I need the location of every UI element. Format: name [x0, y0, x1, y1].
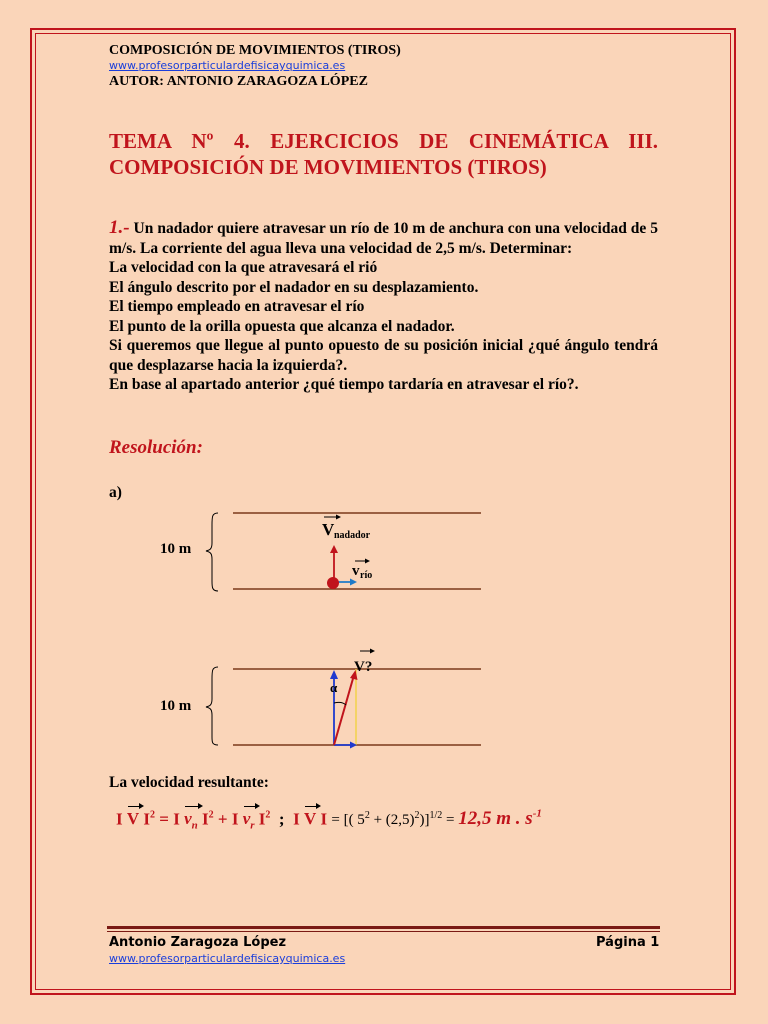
river-width-label-1: 10 m — [160, 541, 192, 557]
formula-result: 12,5 m . $s^{-1}$ — [458, 808, 542, 830]
river-diagram-2 — [200, 645, 500, 755]
river-velocity-arrowhead — [350, 579, 357, 586]
v-rio-sub: río — [360, 570, 373, 581]
question-6: En base al apartado anterior ¿qué tiempo tardaría en atravesar el río?. — [109, 376, 579, 393]
v-nadador-label: V — [322, 520, 335, 539]
v-nadador-sub: nadador — [334, 530, 371, 541]
page-title: TEMA Nº 4. EJERCICIOS DE CINEMÁTICA III. COMPOSICIÓN DE MOVIMIENTOS (TIROS) — [109, 129, 658, 179]
problem-number: 1.- — [109, 217, 130, 238]
question-5: Si queremos que llegue al punto opuesto de su posición inicial ¿qué ángulo tendrá que desplazarse hacia la izquierda?. — [109, 337, 658, 374]
brace-1 — [206, 513, 218, 591]
swimmer-velocity-arrowhead — [330, 545, 338, 553]
brace-2 — [206, 667, 218, 745]
swimmer-dot — [327, 577, 339, 589]
footer-author: Antonio Zaragoza López — [109, 935, 287, 950]
resultant-velocity-label: La velocidad resultante: — [109, 774, 269, 791]
part-a-label: a) — [109, 484, 122, 501]
alpha-label: α — [330, 680, 338, 695]
question-2: El ángulo descrito por el nadador en su desplazamiento. — [109, 278, 479, 296]
vector-V: V — [126, 809, 140, 829]
v-rio-label: v — [352, 563, 360, 579]
footer-page-number: Página 1 — [596, 935, 660, 950]
vector-vr: $v_r$ — [242, 809, 255, 832]
formula-expression: = [( $5^2 + (2,5)^2)]^{1/2}$ = — [331, 810, 459, 829]
vector-V-2: V — [303, 809, 317, 829]
footer-rule-thin — [107, 931, 660, 932]
swimmer-velocity-arrowhead-2 — [330, 670, 338, 679]
header-title: COMPOSICIÓN DE MOVIMIENTOS (TIROS) — [109, 43, 401, 58]
footer-website-link[interactable]: www.profesorparticulardefisicayquimica.es — [109, 952, 346, 965]
footer-rule-thick — [107, 926, 660, 929]
question-1: La velocidad con la que atravesará el rió — [109, 259, 378, 276]
problem-block — [109, 218, 658, 395]
header-website-link[interactable]: www.profesorparticulardefisicayquimica.es — [109, 59, 346, 72]
river-width-label-2: 10 m — [160, 698, 192, 714]
resolution-heading: Resolución: — [109, 437, 203, 458]
header-author: AUTOR: ANTONIO ZARAGOZA LÓPEZ — [109, 74, 368, 89]
v-resultant-label: V? — [354, 659, 373, 675]
vector-vn: $v_n$ — [184, 809, 198, 832]
question-4: El punto de la orilla opuesta que alcanza el nadador. — [109, 317, 455, 335]
question-3: El tiempo empleado en atravesar el río — [109, 298, 365, 315]
angle-arc — [334, 702, 346, 705]
resultant-formula: I V $I^2 = I$ $v_n$ $I^2 + I$ $v_r$ $I^2$ ; I V I = [( $5^2 + (2,5)^2)]^{1/2} = 12,5$ m . $s^{-1}$ — [116, 808, 542, 832]
problem-statement: Un nadador quiere atravesar un río de 10 m de anchura con una velocidad de 5 m/s. La corriente del agua lleva una velocidad de 2,5 m/s. Determinar: — [109, 220, 659, 257]
river-diagram-1 — [200, 505, 500, 600]
